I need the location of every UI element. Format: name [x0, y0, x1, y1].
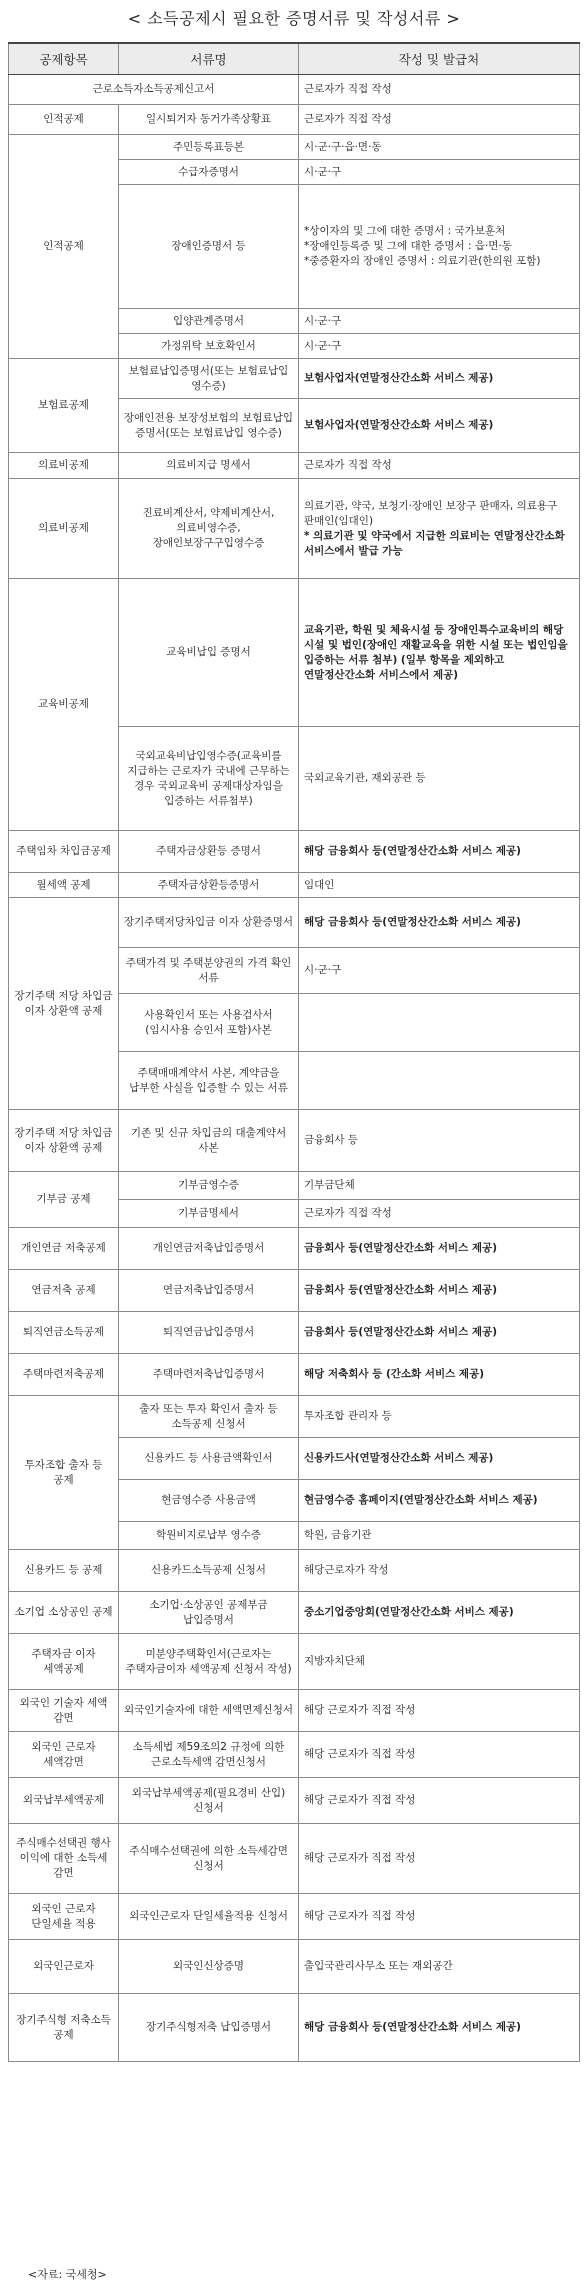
- doc-cell: 주택자금상환등증명서: [119, 873, 299, 898]
- issuer-cell: 금융회사 등(연말정산간소화 서비스 제공): [299, 1312, 580, 1354]
- issuer-cell: 학원, 금융기관: [299, 1522, 580, 1550]
- issuer-cell: 국외교육기관, 재외공관 등: [299, 727, 580, 831]
- header-category: 공제항목: [9, 43, 119, 75]
- issuer-cell: 해당 금융회사 등(연말정산간소화 서비스 제공): [299, 831, 580, 873]
- doc-cell: 장기주택저당차입금 이자 상환증명서: [119, 898, 299, 948]
- table-row: [9, 898, 580, 948]
- doc-cell: 주식매수선택권에 의한 소득세감면 신청서: [119, 1824, 299, 1894]
- doc-cell: 국외교육비납입영수증(교육비를 지급하는 근로자가 국내에 근무하는 경우 국외교육비 공제대상자임을 입증하는 서류첨부): [119, 727, 299, 831]
- doc-cell: 외국인근로자 단일세율적용 신청서: [119, 1894, 299, 1940]
- issuer-cell: 시·군·구·읍·면·동: [299, 135, 580, 160]
- doc-cell: 현금영수증 사용금액: [119, 1480, 299, 1522]
- doc-cell: 장애인전용 보장성보험의 보험료납입 증명서(또는 보험료납입 영수증): [119, 399, 299, 453]
- issuer-cell: 교육기관, 학원 및 체육시설 등 장애인특수교육비의 해당 시설 및 법인(장애인 재활교육을 위한 시설 또는 법인임을 입증하는 서류 첨부) (일부 항목을 제외하고 연말정산간소화 서비스에서 제공): [299, 579, 580, 727]
- table-row: [9, 873, 580, 898]
- doc-cell: 사용확인서 또는 사용검사서(임시사용 승인서 포함)사본: [119, 994, 299, 1052]
- table-row: [9, 1228, 580, 1270]
- table-row: [9, 135, 580, 160]
- issuer-cell: [299, 185, 580, 309]
- doc-cell: 출자 또는 투자 확인서 출자 등 소득공제 신청서: [119, 1396, 299, 1438]
- doc-cell: 주민등록표등본: [119, 135, 299, 160]
- category-cell: 외국인 근로자 세액감면: [9, 1732, 119, 1778]
- doc-cell: 소득세법 제59조의2 규정에 의한 근로소득세액 감면신청서: [119, 1732, 299, 1778]
- doc-cell: 장애인증명서 등: [119, 185, 299, 309]
- doc-cell: 진료비계산서, 약제비계산서, 의료비영수증, 장애인보장구구입영수증: [119, 479, 299, 579]
- table-row: [9, 1396, 580, 1438]
- table-row: [9, 1110, 580, 1172]
- issuer-cell: 시·군·구: [299, 948, 580, 994]
- category-cell: 연금저축 공제: [9, 1270, 119, 1312]
- category-cell: 인적공제: [9, 135, 119, 359]
- doc-cell: 기부금명세서: [119, 1200, 299, 1228]
- doc-cell: 보험료납입증명서(또는 보험료납입 영수증): [119, 359, 299, 399]
- category-cell: 투자조합 출자 등 공제: [9, 1396, 119, 1550]
- issuer-cell: 해당 근로자가 직접 작성: [299, 1690, 580, 1732]
- table-row: [9, 1270, 580, 1312]
- issuer-cell: 근로자가 직접 작성: [299, 75, 580, 105]
- category-cell: 월세액 공제: [9, 873, 119, 898]
- doc-cell: 개인연금저축납입증명서: [119, 1228, 299, 1270]
- doc-cell: 기부금영수증: [119, 1172, 299, 1200]
- category-cell: 의료비공제: [9, 479, 119, 579]
- issuer-cell: 해당 저축회사 등 (간소화 서비스 제공): [299, 1354, 580, 1396]
- doc-cell: 퇴직연금납입증명서: [119, 1312, 299, 1354]
- table-row: [9, 453, 580, 479]
- issuer-cell: 신용카드사(연말정산간소화 서비스 제공): [299, 1438, 580, 1480]
- issuer-cell: 임대인: [299, 873, 580, 898]
- doc-cell: 의료비지급 명세서: [119, 453, 299, 479]
- issuer-cell: 해당 근로자가 직접 작성: [299, 1894, 580, 1940]
- table-header-row: [9, 43, 580, 75]
- issuer-line: *중증환자의 장애인 증명서 : 의료기관(한의원 포함): [304, 255, 541, 267]
- header-document: 서류명: [119, 43, 299, 75]
- issuer-cell: 보험사업자(연말정산간소화 서비스 제공): [299, 399, 580, 453]
- category-cell: 장기주택 저당 차입금 이자 상환액 공제: [9, 1110, 119, 1172]
- issuer-cell: 투자조합 관리자 등: [299, 1396, 580, 1438]
- issuer-cell: [299, 479, 580, 579]
- page-title: < 소득공제시 필요한 증명서류 및 작성서류 >: [127, 9, 461, 28]
- category-cell: 장기주택 저당 차입금 이자 상환액 공제: [9, 898, 119, 1110]
- category-cell: 보험료공제: [9, 359, 119, 453]
- doc-cell: 입양관계증명서: [119, 309, 299, 334]
- issuer-note: * 의료기관 및 약국에서 지급한 의료비는 연말정산간소화 서비스에서 발급 가능: [304, 529, 565, 557]
- category-cell: 주택임차 차입금공제: [9, 831, 119, 873]
- table-row: [9, 105, 580, 135]
- category-cell: 기부금 공제: [9, 1172, 119, 1228]
- issuer-cell: 근로자가 직접 작성: [299, 105, 580, 135]
- table-row: [9, 1354, 580, 1396]
- table-row: [9, 75, 580, 105]
- table-row: [9, 1732, 580, 1778]
- issuer-cell: 해당 근로자가 직접 작성: [299, 1732, 580, 1778]
- doc-cell: 외국납부세액공제(필요경비 산입)신청서: [119, 1778, 299, 1824]
- doc-cell: 외국인신상증명: [119, 1940, 299, 1994]
- issuer-cell: 시·군·구: [299, 334, 580, 359]
- doc-cell: 학원비지로납부 영수증: [119, 1522, 299, 1550]
- doc-cell: 가정위탁 보호확인서: [119, 334, 299, 359]
- issuer-cell: [299, 994, 580, 1052]
- header-issuer: 작성 및 발급처: [299, 43, 580, 75]
- issuer-cell: 중소기업중앙회(연말정산간소화 서비스 제공): [299, 1592, 580, 1634]
- doc-cell: 기존 및 신규 차입금의 대출계약서 사본: [119, 1110, 299, 1172]
- category-cell: 외국인근로자: [9, 1940, 119, 1994]
- category-cell: 교육비공제: [9, 579, 119, 831]
- doc-cell: 신용카드 등 사용금액확인서: [119, 1438, 299, 1480]
- table-row: [9, 1824, 580, 1894]
- doc-cell: 주택자금상환등 증명서: [119, 831, 299, 873]
- doc-cell: 교육비납입 증명서: [119, 579, 299, 727]
- issuer-cell: 금융회사 등(연말정산간소화 서비스 제공): [299, 1270, 580, 1312]
- source-note: <자료: 국세청>: [28, 2268, 107, 2281]
- table-row: [9, 1634, 580, 1690]
- table-row: [9, 359, 580, 399]
- issuer-cell: 해당 근로자가 직접 작성: [299, 1824, 580, 1894]
- category-cell: 신용카드 등 공제: [9, 1550, 119, 1592]
- category-cell: 주식매수선택권 행사 이익에 대한 소득세 감면: [9, 1824, 119, 1894]
- table-row: [9, 1994, 580, 2062]
- issuer-cell: 금융회사 등(연말정산간소화 서비스 제공): [299, 1228, 580, 1270]
- issuer-cell: 기부금단체: [299, 1172, 580, 1200]
- issuer-cell: 출입국관리사무소 또는 재외공간: [299, 1940, 580, 1994]
- issuer-cell: [299, 1052, 580, 1110]
- category-cell: 퇴직연금소득공제: [9, 1312, 119, 1354]
- table-row: [9, 1690, 580, 1732]
- doc-cell: 미분양주택확인서(근로자는 주택자금이자 세액공제 신청서 작성): [119, 1634, 299, 1690]
- issuer-cell: 근로자가 직접 작성: [299, 453, 580, 479]
- doc-cell: 연금저축납입증명서: [119, 1270, 299, 1312]
- table-row: [9, 1592, 580, 1634]
- doc-cell: 수급자증명서: [119, 160, 299, 185]
- issuer-cell: 해당 금융회사 등(연말정산간소화 서비스 제공): [299, 898, 580, 948]
- issuer-cell: 해당근로자가 작성: [299, 1550, 580, 1592]
- issuer-cell: 해당 금융회사 등(연말정산간소화 서비스 제공): [299, 1994, 580, 2062]
- doc-cell: 주택마련저축납입증명서: [119, 1354, 299, 1396]
- category-cell: 외국납부세액공제: [9, 1778, 119, 1824]
- category-cell: 소기업 소상공인 공제: [9, 1592, 119, 1634]
- issuer-cell: 근로자가 직접 작성: [299, 1200, 580, 1228]
- issuer-cell: 시·군·구: [299, 160, 580, 185]
- doc-cell: 주택매매계약서 사본, 계약금을 납부한 사실을 입증할 수 있는 서류: [119, 1052, 299, 1110]
- table-row: [9, 1778, 580, 1824]
- category-cell: 인적공제: [9, 105, 119, 135]
- table-row: [9, 1312, 580, 1354]
- doc-cell: 소기업·소상공인 공제부금 납입증명서: [119, 1592, 299, 1634]
- table-row: [9, 1550, 580, 1592]
- category-cell: 주택마련저축공제: [9, 1354, 119, 1396]
- issuer-cell: 금융회사 등: [299, 1110, 580, 1172]
- doc-cell: 장기주식형저축 납입증명서: [119, 1994, 299, 2062]
- issuer-cell: 지방자치단체: [299, 1634, 580, 1690]
- category-cell: 주택자금 이자 세액공제: [9, 1634, 119, 1690]
- issuer-cell: 시·군·구: [299, 309, 580, 334]
- category-cell: 개인연금 저축공제: [9, 1228, 119, 1270]
- category-cell: 의료비공제: [9, 453, 119, 479]
- table-row: [9, 1172, 580, 1200]
- category-cell: 장기주식형 저축소득 공제: [9, 1994, 119, 2062]
- table-row: [9, 1894, 580, 1940]
- issuer-line: 의료기관, 약국, 보청기·장애인 보장구 판매자, 의료용구 판매인(임대인): [304, 499, 558, 527]
- table-row: [9, 831, 580, 873]
- table-row: [9, 479, 580, 579]
- issuer-cell: 현금영수증 홈페이지(연말정산간소화 서비스 제공): [299, 1480, 580, 1522]
- doc-cell: 근로소득자소득공제신고서: [9, 75, 299, 105]
- doc-cell: 일시퇴거자 동거가족상황표: [119, 105, 299, 135]
- document-table: [8, 42, 580, 2062]
- category-cell: 외국인 기술자 세액 감면: [9, 1690, 119, 1732]
- doc-cell: 주택가격 및 주택분양권의 가격 확인 서류: [119, 948, 299, 994]
- issuer-cell: 해당 근로자가 직접 작성: [299, 1778, 580, 1824]
- issuer-line: *장애인등록증 및 그에 대한 증명서 : 읍·면·동: [304, 240, 512, 252]
- table-row: [9, 1940, 580, 1994]
- issuer-cell: 보험사업자(연말정산간소화 서비스 제공): [299, 359, 580, 399]
- category-cell: 외국인 근로자 단일세율 적용: [9, 1894, 119, 1940]
- table-row: [9, 579, 580, 727]
- doc-cell: 신용카드소득공제 신청서: [119, 1550, 299, 1592]
- doc-cell: 외국인기술자에 대한 세액면제신청서: [119, 1690, 299, 1732]
- issuer-line: *상이자의 및 그에 대한 증명서 : 국가보훈처: [304, 225, 506, 237]
